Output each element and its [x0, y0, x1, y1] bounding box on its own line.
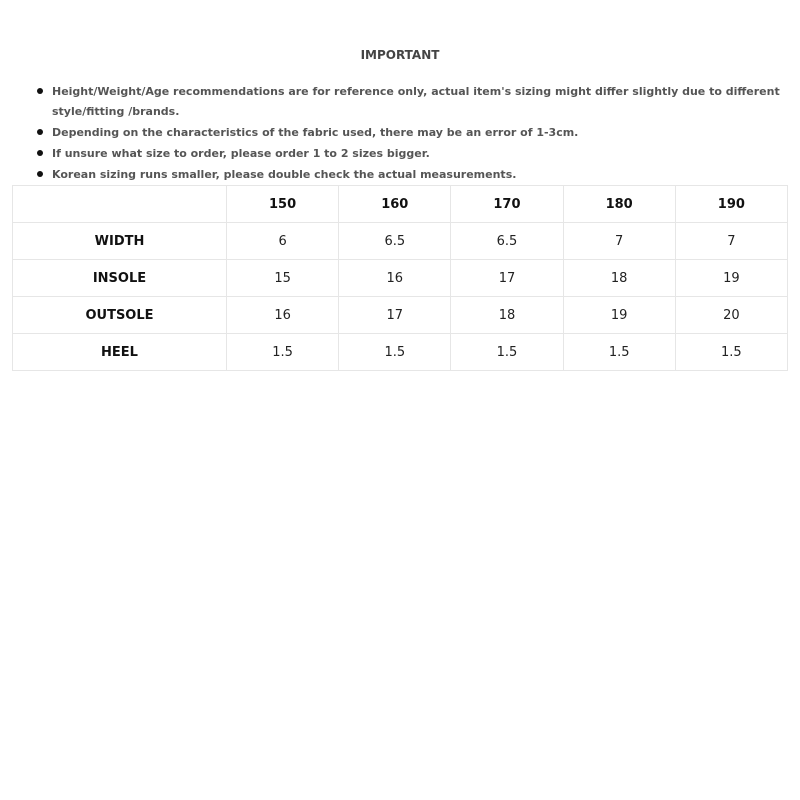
table-cell: 7 [675, 223, 787, 260]
bullet-icon [37, 88, 43, 94]
bullet-icon [37, 171, 43, 177]
table-corner-cell [13, 186, 227, 223]
table-cell: 7 [563, 223, 675, 260]
table-row [13, 297, 788, 334]
table-cell: 1.5 [563, 334, 675, 371]
note-item [37, 165, 787, 185]
page-title: IMPORTANT [360, 48, 440, 62]
note-item [37, 123, 787, 143]
table-cell: 6.5 [339, 223, 451, 260]
bullet-icon [37, 150, 43, 156]
notes-list [37, 82, 787, 186]
table-cell: 17 [339, 297, 451, 334]
column-header: 190 [675, 186, 787, 223]
row-label: WIDTH [13, 223, 227, 260]
table-cell: 1.5 [675, 334, 787, 371]
column-header: 160 [339, 186, 451, 223]
row-label: HEEL [13, 334, 227, 371]
table-cell: 18 [451, 297, 563, 334]
table-row [13, 334, 788, 371]
table-cell: 20 [675, 297, 787, 334]
note-text: If unsure what size to order, please order 1 to 2 sizes bigger. [52, 147, 430, 160]
table-row [13, 260, 788, 297]
table-cell: 16 [227, 297, 339, 334]
column-header: 170 [451, 186, 563, 223]
bullet-icon [37, 129, 43, 135]
table-header-row [13, 186, 788, 223]
table-cell: 18 [563, 260, 675, 297]
note-text: Korean sizing runs smaller, please double check the actual measurements. [52, 168, 517, 181]
table-cell: 1.5 [227, 334, 339, 371]
column-header: 180 [563, 186, 675, 223]
table-cell: 17 [451, 260, 563, 297]
note-text: Height/Weight/Age recommendations are for reference only, actual item's sizing might differ slightly due to different style/fitting /brands. [52, 85, 780, 118]
table-cell: 19 [563, 297, 675, 334]
row-label: OUTSOLE [13, 297, 227, 334]
note-text: Depending on the characteristics of the fabric used, there may be an error of 1-3cm. [52, 126, 579, 139]
size-chart-table [12, 185, 788, 371]
note-item [37, 144, 787, 164]
table-row [13, 223, 788, 260]
table-cell: 15 [227, 260, 339, 297]
table-cell: 16 [339, 260, 451, 297]
table-cell: 1.5 [451, 334, 563, 371]
table-cell: 6 [227, 223, 339, 260]
note-item [37, 82, 787, 122]
table-cell: 6.5 [451, 223, 563, 260]
column-header: 150 [227, 186, 339, 223]
table-cell: 19 [675, 260, 787, 297]
table-cell: 1.5 [339, 334, 451, 371]
row-label: INSOLE [13, 260, 227, 297]
